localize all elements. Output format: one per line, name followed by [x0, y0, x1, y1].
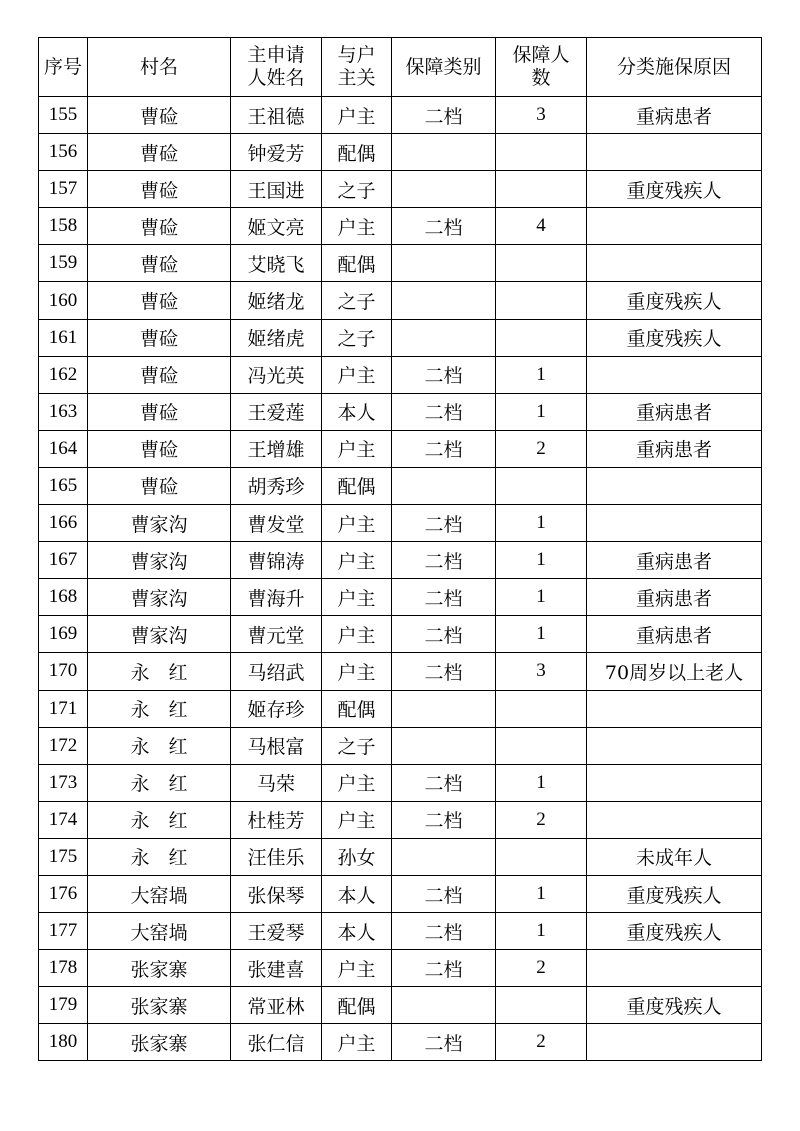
category-cell: 二档	[392, 579, 496, 616]
relation-cell: 之子	[322, 727, 392, 764]
relation-cell: 户主	[322, 801, 392, 838]
table-row	[39, 171, 762, 208]
relation-cell: 配偶	[322, 245, 392, 282]
row-index-cell: 162	[39, 356, 88, 393]
category-cell: 二档	[392, 764, 496, 801]
person-count-cell	[496, 319, 587, 356]
applicant-name-cell: 钟爱芳	[231, 134, 322, 171]
village-name-cell: 永 红	[88, 838, 231, 875]
village-name-cell: 永 红	[88, 690, 231, 727]
village-name-cell: 永 红	[88, 653, 231, 690]
person-count-cell	[496, 987, 587, 1024]
person-count-cell	[496, 467, 587, 504]
table-row	[39, 97, 762, 134]
person-count-cell	[496, 282, 587, 319]
reason-cell	[587, 1024, 762, 1061]
village-name-cell: 曹硷	[88, 393, 231, 430]
applicant-name-cell: 曹锦涛	[231, 542, 322, 579]
applicant-name-cell: 姬绪虎	[231, 319, 322, 356]
person-count-cell: 1	[496, 616, 587, 653]
village-name-cell: 永 红	[88, 764, 231, 801]
reason-cell: 重度残疾人	[587, 913, 762, 950]
relation-cell: 户主	[322, 616, 392, 653]
applicant-name-cell: 马绍武	[231, 653, 322, 690]
table-row	[39, 319, 762, 356]
category-cell: 二档	[392, 913, 496, 950]
applicant-name-cell: 王爱莲	[231, 393, 322, 430]
category-cell: 二档	[392, 616, 496, 653]
row-index-cell: 163	[39, 393, 88, 430]
village-name-cell: 永 红	[88, 801, 231, 838]
village-name-cell: 曹硷	[88, 356, 231, 393]
table-row	[39, 579, 762, 616]
reason-cell	[587, 208, 762, 245]
row-index-cell: 174	[39, 801, 88, 838]
relation-cell: 孙女	[322, 838, 392, 875]
applicant-name-cell: 张仁信	[231, 1024, 322, 1061]
table-row	[39, 134, 762, 171]
category-cell: 二档	[392, 393, 496, 430]
row-index-cell: 173	[39, 764, 88, 801]
header-count: 保障人数	[496, 38, 587, 97]
table-row	[39, 245, 762, 282]
village-name-cell: 大窑堝	[88, 913, 231, 950]
applicant-name-cell: 冯光英	[231, 356, 322, 393]
reason-cell: 重度残疾人	[587, 319, 762, 356]
reason-cell	[587, 134, 762, 171]
category-cell: 二档	[392, 950, 496, 987]
person-count-cell: 1	[496, 764, 587, 801]
reason-cell: 重度残疾人	[587, 987, 762, 1024]
reason-cell: 重病患者	[587, 393, 762, 430]
table-row	[39, 356, 762, 393]
header-reason: 分类施保原因	[587, 38, 762, 97]
row-index-cell: 160	[39, 282, 88, 319]
applicant-name-cell: 姬绪龙	[231, 282, 322, 319]
person-count-cell: 1	[496, 875, 587, 912]
relation-cell: 本人	[322, 913, 392, 950]
person-count-cell: 3	[496, 653, 587, 690]
header-index: 序号	[39, 38, 88, 97]
row-index-cell: 180	[39, 1024, 88, 1061]
category-cell: 二档	[392, 801, 496, 838]
reason-cell	[587, 727, 762, 764]
header-relation: 与户主关	[322, 38, 392, 97]
reason-cell: 重病患者	[587, 616, 762, 653]
row-index-cell: 177	[39, 913, 88, 950]
reason-cell: 70周岁以上老人	[587, 653, 762, 690]
village-name-cell: 张家寨	[88, 987, 231, 1024]
row-index-cell: 165	[39, 467, 88, 504]
header-village: 村名	[88, 38, 231, 97]
row-index-cell: 158	[39, 208, 88, 245]
village-name-cell: 大窑堝	[88, 875, 231, 912]
village-name-cell: 曹家沟	[88, 505, 231, 542]
reason-cell: 重度残疾人	[587, 875, 762, 912]
table-row	[39, 950, 762, 987]
relation-cell: 本人	[322, 875, 392, 912]
category-cell	[392, 245, 496, 282]
person-count-cell: 1	[496, 579, 587, 616]
table-body	[39, 97, 762, 1061]
relation-cell: 之子	[322, 319, 392, 356]
row-index-cell: 176	[39, 875, 88, 912]
table-row	[39, 653, 762, 690]
person-count-cell: 1	[496, 393, 587, 430]
reason-cell: 重病患者	[587, 97, 762, 134]
person-count-cell	[496, 171, 587, 208]
person-count-cell: 1	[496, 356, 587, 393]
category-cell: 二档	[392, 356, 496, 393]
relation-cell: 户主	[322, 505, 392, 542]
category-cell	[392, 727, 496, 764]
reason-cell	[587, 467, 762, 504]
village-name-cell: 曹硷	[88, 245, 231, 282]
reason-cell: 重病患者	[587, 430, 762, 467]
applicant-name-cell: 艾晓飞	[231, 245, 322, 282]
category-cell: 二档	[392, 1024, 496, 1061]
applicant-name-cell: 汪佳乐	[231, 838, 322, 875]
person-count-cell	[496, 727, 587, 764]
reason-cell: 重度残疾人	[587, 282, 762, 319]
row-index-cell: 166	[39, 505, 88, 542]
applicant-name-cell: 王爱琴	[231, 913, 322, 950]
village-name-cell: 曹家沟	[88, 542, 231, 579]
category-cell	[392, 690, 496, 727]
row-index-cell: 179	[39, 987, 88, 1024]
village-name-cell: 曹硷	[88, 97, 231, 134]
village-name-cell: 张家寨	[88, 1024, 231, 1061]
row-index-cell: 175	[39, 838, 88, 875]
reason-cell	[587, 356, 762, 393]
relation-cell: 之子	[322, 171, 392, 208]
reason-cell: 重度残疾人	[587, 171, 762, 208]
applicant-name-cell: 胡秀珍	[231, 467, 322, 504]
table-row	[39, 505, 762, 542]
table-row	[39, 801, 762, 838]
reason-cell	[587, 950, 762, 987]
table-row	[39, 208, 762, 245]
person-count-cell: 1	[496, 542, 587, 579]
category-cell: 二档	[392, 505, 496, 542]
row-index-cell: 161	[39, 319, 88, 356]
village-name-cell: 曹家沟	[88, 616, 231, 653]
applicant-name-cell: 曹海升	[231, 579, 322, 616]
applicant-name-cell: 王祖德	[231, 97, 322, 134]
applicant-name-cell: 曹元堂	[231, 616, 322, 653]
relation-cell: 户主	[322, 950, 392, 987]
relation-cell: 户主	[322, 97, 392, 134]
category-cell: 二档	[392, 542, 496, 579]
category-cell: 二档	[392, 653, 496, 690]
reason-cell	[587, 505, 762, 542]
reason-cell: 重病患者	[587, 579, 762, 616]
row-index-cell: 159	[39, 245, 88, 282]
applicant-name-cell: 马根富	[231, 727, 322, 764]
applicant-name-cell: 王增雄	[231, 430, 322, 467]
relation-cell: 户主	[322, 1024, 392, 1061]
village-name-cell: 曹硷	[88, 134, 231, 171]
row-index-cell: 155	[39, 97, 88, 134]
row-index-cell: 167	[39, 542, 88, 579]
category-cell	[392, 171, 496, 208]
person-count-cell: 2	[496, 1024, 587, 1061]
reason-cell: 重病患者	[587, 542, 762, 579]
person-count-cell: 2	[496, 801, 587, 838]
category-cell	[392, 467, 496, 504]
relation-cell: 户主	[322, 542, 392, 579]
relation-cell: 本人	[322, 393, 392, 430]
table-row	[39, 282, 762, 319]
applicant-name-cell: 张保琴	[231, 875, 322, 912]
category-cell: 二档	[392, 208, 496, 245]
category-cell	[392, 987, 496, 1024]
person-count-cell: 1	[496, 913, 587, 950]
relation-cell: 户主	[322, 653, 392, 690]
applicant-name-cell: 姬存珍	[231, 690, 322, 727]
person-count-cell: 2	[496, 950, 587, 987]
table-row	[39, 838, 762, 875]
person-count-cell	[496, 134, 587, 171]
relation-cell: 之子	[322, 282, 392, 319]
table-row	[39, 764, 762, 801]
person-count-cell	[496, 245, 587, 282]
village-name-cell: 曹硷	[88, 282, 231, 319]
row-index-cell: 164	[39, 430, 88, 467]
table-row	[39, 1024, 762, 1061]
village-name-cell: 曹硷	[88, 208, 231, 245]
person-count-cell: 1	[496, 505, 587, 542]
header-applicant-name: 主申请人姓名	[231, 38, 322, 97]
person-count-cell: 3	[496, 97, 587, 134]
row-index-cell: 170	[39, 653, 88, 690]
category-cell: 二档	[392, 875, 496, 912]
row-index-cell: 171	[39, 690, 88, 727]
header-category: 保障类别	[392, 38, 496, 97]
relation-cell: 配偶	[322, 987, 392, 1024]
reason-cell	[587, 690, 762, 727]
table-row	[39, 987, 762, 1024]
person-count-cell: 4	[496, 208, 587, 245]
category-cell: 二档	[392, 430, 496, 467]
relation-cell: 配偶	[322, 134, 392, 171]
applicant-name-cell: 张建喜	[231, 950, 322, 987]
category-cell	[392, 838, 496, 875]
relation-cell: 户主	[322, 430, 392, 467]
applicant-name-cell: 王国进	[231, 171, 322, 208]
table-row	[39, 616, 762, 653]
table-row	[39, 727, 762, 764]
village-name-cell: 曹硷	[88, 430, 231, 467]
applicant-name-cell: 曹发堂	[231, 505, 322, 542]
category-cell	[392, 282, 496, 319]
table-row	[39, 467, 762, 504]
relation-cell: 户主	[322, 208, 392, 245]
relation-cell: 配偶	[322, 467, 392, 504]
village-name-cell: 曹硷	[88, 467, 231, 504]
applicant-name-cell: 姬文亮	[231, 208, 322, 245]
person-count-cell	[496, 838, 587, 875]
village-name-cell: 永 红	[88, 727, 231, 764]
village-name-cell: 曹硷	[88, 319, 231, 356]
header-row	[39, 38, 762, 97]
applicant-name-cell: 马荣	[231, 764, 322, 801]
person-count-cell: 2	[496, 430, 587, 467]
person-count-cell	[496, 690, 587, 727]
row-index-cell: 168	[39, 579, 88, 616]
applicant-name-cell: 杜桂芳	[231, 801, 322, 838]
relation-cell: 户主	[322, 764, 392, 801]
village-name-cell: 张家寨	[88, 950, 231, 987]
row-index-cell: 156	[39, 134, 88, 171]
table-row	[39, 430, 762, 467]
relation-cell: 户主	[322, 356, 392, 393]
category-cell	[392, 319, 496, 356]
reason-cell	[587, 245, 762, 282]
category-cell: 二档	[392, 97, 496, 134]
village-name-cell: 曹家沟	[88, 579, 231, 616]
village-name-cell: 曹硷	[88, 171, 231, 208]
relation-cell: 配偶	[322, 690, 392, 727]
table-row	[39, 690, 762, 727]
row-index-cell: 157	[39, 171, 88, 208]
relation-cell: 户主	[322, 579, 392, 616]
reason-cell	[587, 801, 762, 838]
table-row	[39, 913, 762, 950]
table-row	[39, 875, 762, 912]
table-row	[39, 393, 762, 430]
assistance-table	[38, 37, 762, 1061]
table-row	[39, 542, 762, 579]
applicant-name-cell: 常亚林	[231, 987, 322, 1024]
reason-cell	[587, 764, 762, 801]
row-index-cell: 169	[39, 616, 88, 653]
category-cell	[392, 134, 496, 171]
row-index-cell: 172	[39, 727, 88, 764]
reason-cell: 未成年人	[587, 838, 762, 875]
row-index-cell: 178	[39, 950, 88, 987]
